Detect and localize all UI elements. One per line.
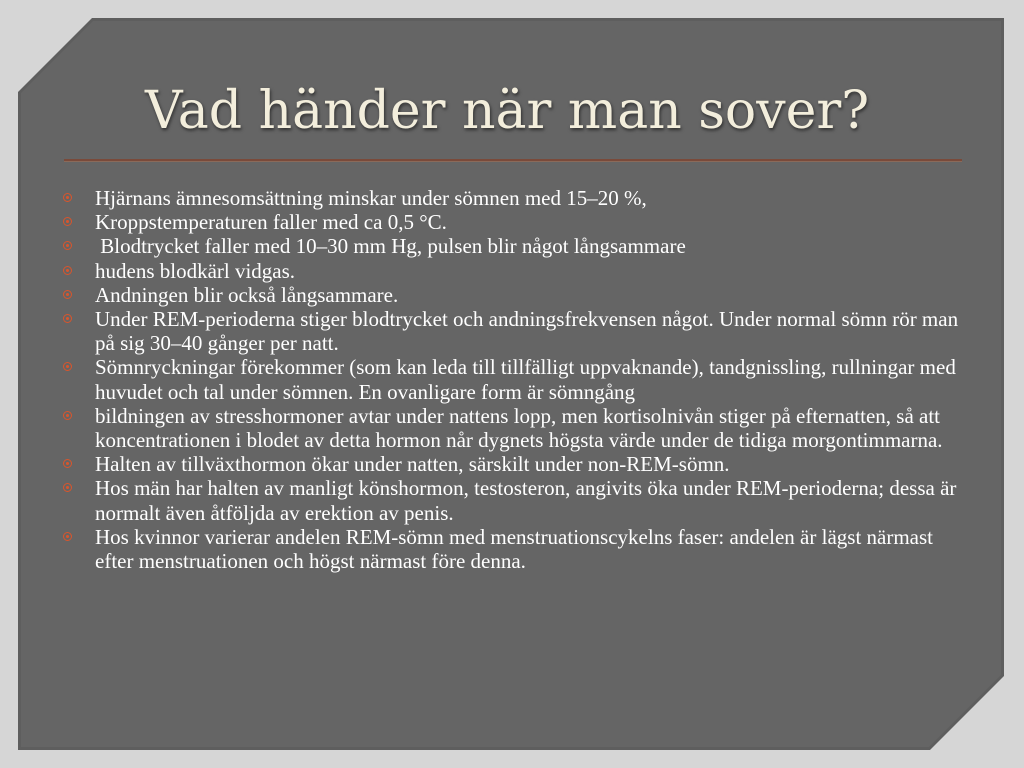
bullet-text: Andningen blir också långsammare. [95,282,399,307]
circled-dot-icon [63,193,72,202]
circled-dot-icon [63,217,72,226]
circled-dot-icon [63,266,72,275]
bullet-item [62,307,972,355]
bullet-text: Sömnryckningar förekommer (som kan leda till tillfälligt uppvaknande), tandgnissling, rullningar med huvudet och tal under sömnen. En ovanligare form är sömngång [95,355,956,404]
circled-dot-icon [63,483,72,492]
bullet-item [62,476,972,524]
circled-dot-icon [63,532,72,541]
bullet-item [62,210,972,234]
circled-dot-icon [63,362,72,371]
circled-dot-icon [63,290,72,299]
bullet-item [62,234,972,258]
bullet-text: Halten av tillväxthormon ökar under natten, särskilt under non-REM-sömn. [95,452,730,477]
bullet-text: Hos män har halten av manligt könshormon, testosteron, angivits öka under REM-perioderna; dessa är normalt även åtföljda av erektion av penis. [95,476,957,525]
bullet-text: Hos kvinnor varierar andelen REM-sömn med menstruationscykelns faser: andelen är lägst närmast efter menstruationen och högst närmast före denna. [95,524,934,574]
bullet-item [62,283,972,307]
bullet-text: Under REM-perioderna stiger blodtrycket och andningsfrekvensen något. Under normal sömn rör man på sig 30–40 gånger per natt. [95,307,959,356]
bullet-list [62,186,972,573]
bullet-item [62,404,972,452]
title-divider [64,159,962,162]
bullet-text: Hjärnans ämnesomsättning minskar under sömnen med 15–20 %, [95,186,647,210]
bullet-item [62,355,972,403]
bullet-item [62,452,972,476]
slide-title: Vad händer när man sover? [145,81,870,141]
bullet-text: Blodtrycket faller med 10–30 mm Hg, pulsen blir något långsammare [95,234,686,259]
bullet-text: bildningen av stresshormoner avtar under nattens lopp, men kortisolnivån stiger på efternatten, så att koncentrationen i blodet av detta hormon når dygnets högsta värde under de tidiga morgontimmarna. [95,403,943,453]
circled-dot-icon [63,459,72,468]
bullet-text: hudens blodkärl vidgas. [95,258,296,283]
circled-dot-icon [63,241,72,250]
bullet-text: Kroppstemperaturen faller med ca 0,5 °C. [95,210,447,235]
circled-dot-icon [63,411,72,420]
bullet-item [62,525,972,573]
bullet-item [62,259,972,283]
circled-dot-icon [63,314,72,323]
bullet-item [62,186,972,210]
